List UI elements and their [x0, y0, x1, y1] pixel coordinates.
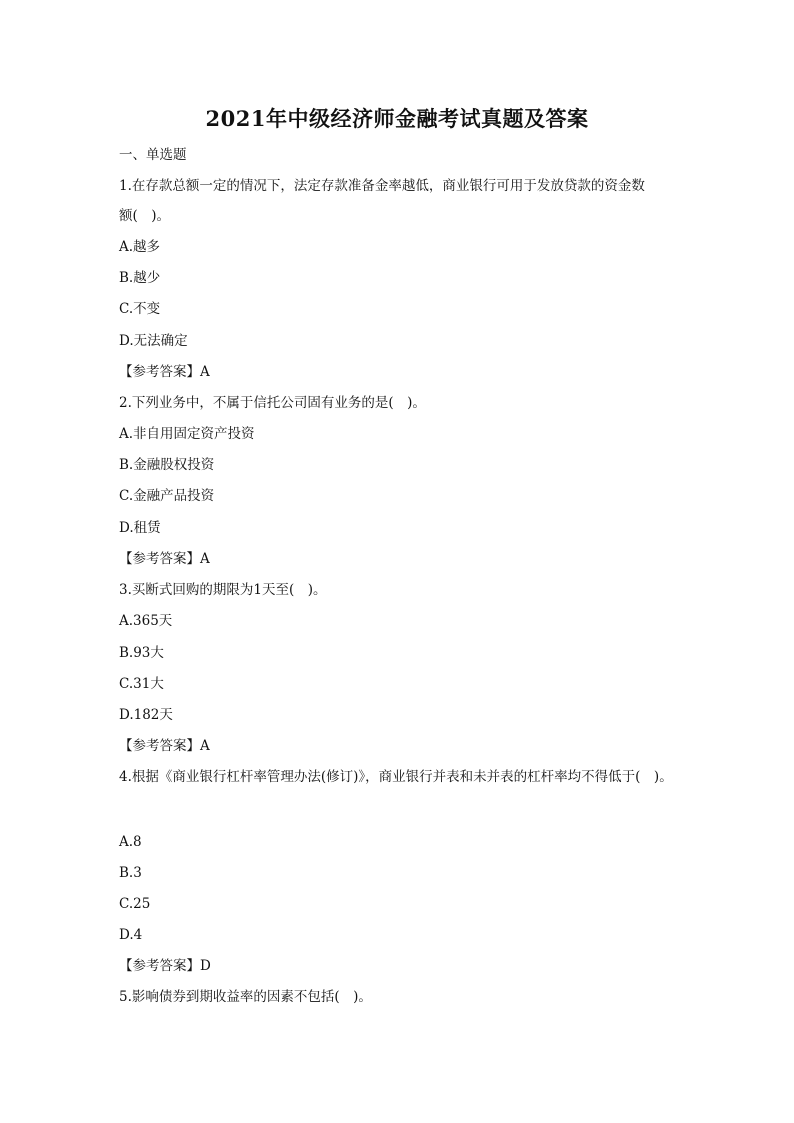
document-title: 2021年中级经济师金融考试真题及答案 — [205, 106, 589, 131]
question-1-answer: 【参考答案】A — [119, 364, 210, 380]
question-4-option-b: B.3 — [119, 865, 142, 881]
question-4-option-d: D.4 — [119, 927, 143, 943]
question-1-stem-line-1: 1.在存款总额一定的情况下，法定存款准备金率越低，商业银行可用于发放贷款的资金数 — [119, 178, 645, 194]
question-4-answer: 【参考答案】D — [119, 958, 211, 974]
question-3-answer: 【参考答案】A — [119, 738, 210, 754]
question-4-option-c: C.25 — [119, 896, 151, 912]
question-3-option-d: D.182天 — [119, 707, 173, 723]
question-3-option-a: A.365天 — [119, 613, 173, 629]
question-2-stem: 2.下列业务中，不属于信托公司固有业务的是( )。 — [119, 395, 426, 411]
question-5-stem: 5.影响债券到期收益率的因素不包括( )。 — [119, 989, 372, 1005]
question-1-stem-line-2: 额( )。 — [119, 208, 171, 224]
question-1-option-d: D.无法确定 — [119, 333, 188, 349]
question-2-option-d: D.租赁 — [119, 520, 161, 536]
question-2-option-b: B.金融股权投资 — [119, 457, 215, 473]
question-3-stem: 3.买断式回购的期限为1天至( )。 — [119, 582, 327, 598]
question-2-answer: 【参考答案】A — [119, 551, 210, 567]
question-2-option-a: A.非自用固定资产投资 — [119, 426, 255, 442]
question-4-option-a: A.8 — [119, 834, 142, 850]
question-4-stem: 4.根据《商业银行杠杆率管理办法(修订)》，商业银行并表和未并表的杠杆率均不得低于( )。 — [119, 769, 673, 785]
section-heading: 一、单选题 — [119, 147, 187, 163]
question-3-option-c: C.31大 — [119, 676, 164, 692]
question-1-option-a: A.越多 — [119, 239, 161, 255]
question-3-option-b: B.93大 — [119, 645, 164, 661]
question-1-option-b: B.越少 — [119, 270, 161, 286]
question-1-option-c: C.不变 — [119, 301, 161, 317]
question-2-option-c: C.金融产品投资 — [119, 488, 215, 504]
